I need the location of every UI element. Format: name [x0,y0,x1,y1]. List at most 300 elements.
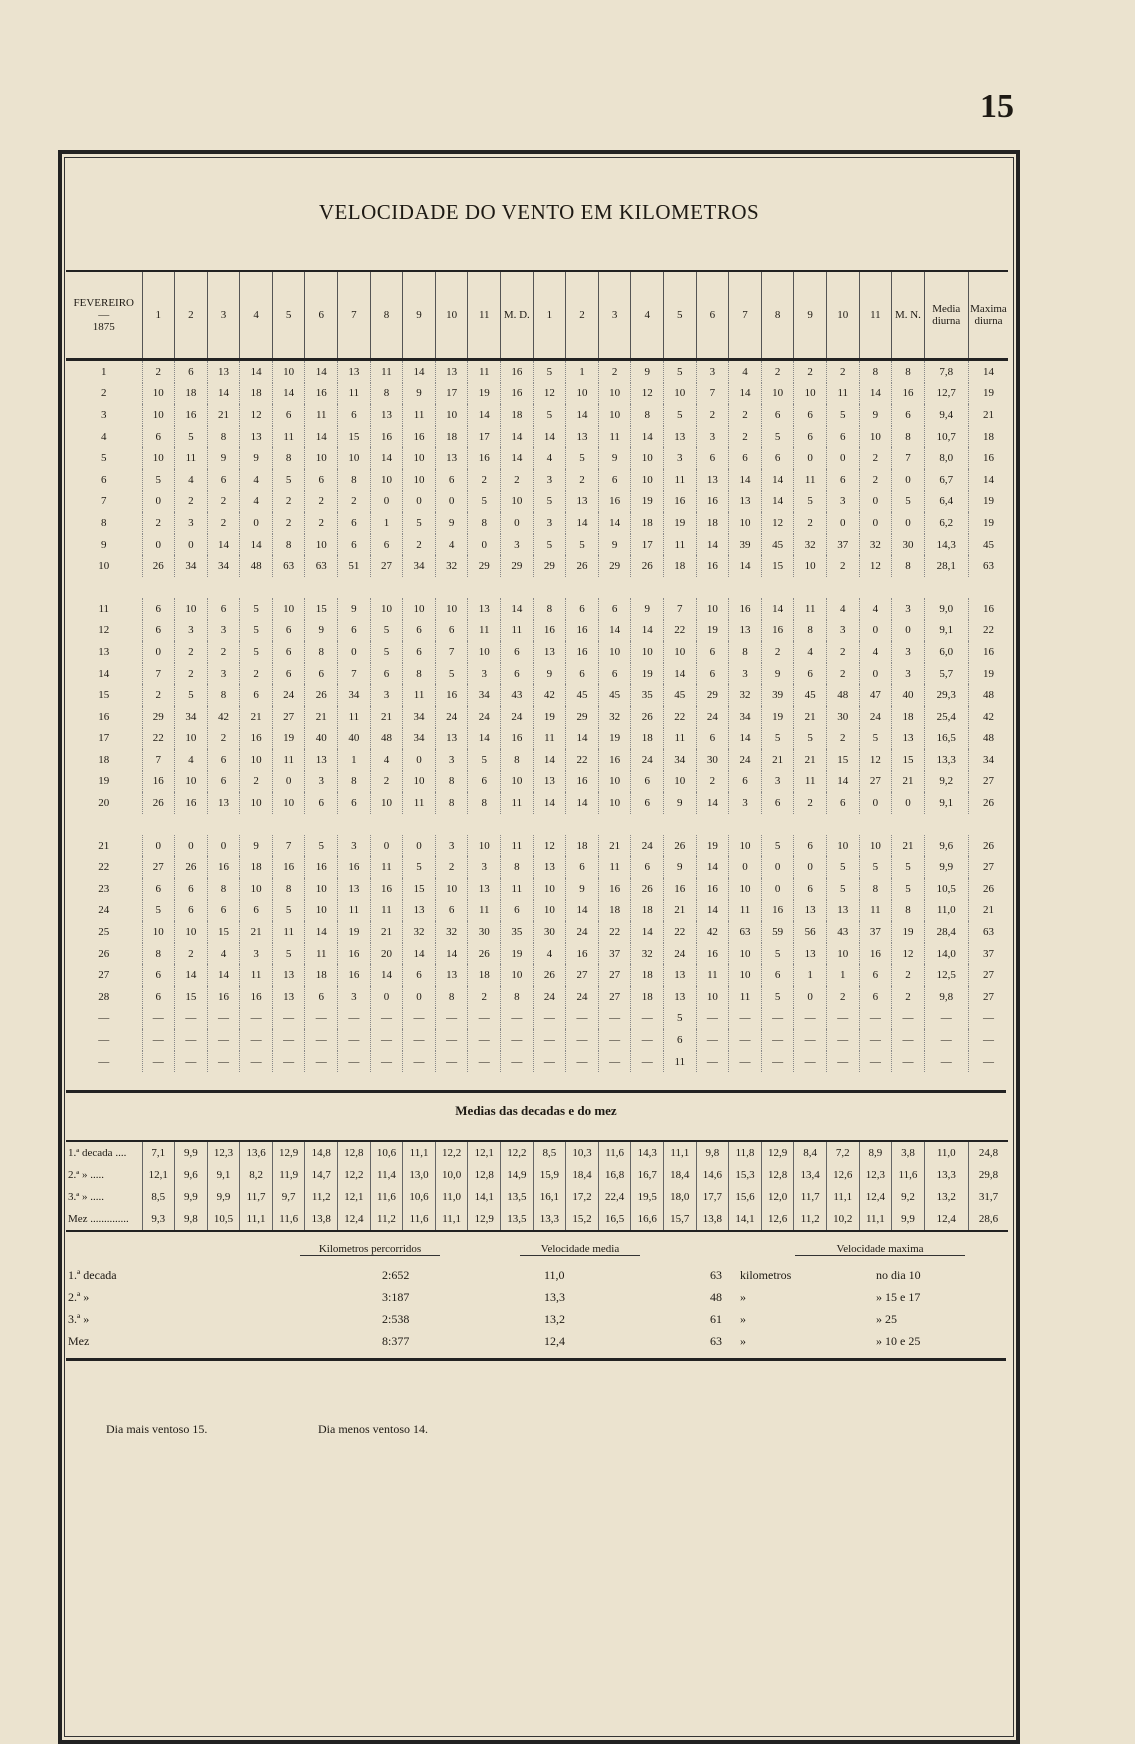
value-cell: 10 [175,728,208,750]
summary-label: 3.ª » [68,1312,90,1326]
value-cell: 11 [468,620,501,642]
value-cell: 6 [826,469,859,491]
value-cell: 0 [892,512,925,534]
value-cell: — [761,1029,794,1051]
value-cell: 5 [305,835,338,857]
value-cell: 27 [272,706,305,728]
value-cell: 10 [403,469,436,491]
value-cell: 10 [664,641,697,663]
value-cell: 19 [696,620,729,642]
value-cell: 14 [370,964,403,986]
summary-vel: 13,3 [544,1290,565,1304]
value-cell: 12 [761,512,794,534]
value-cell: 6 [305,986,338,1008]
value-cell: 3 [826,620,859,642]
value-cell: 26 [305,684,338,706]
value-cell: 13 [338,360,371,383]
value-cell: 10 [794,383,827,405]
summary-label: 2.ª » [68,1290,90,1304]
means-cell: 11,2 [370,1208,403,1231]
year-label: 1875 [92,321,115,334]
value-cell: 18 [968,426,1008,448]
month-dash: — [98,308,110,321]
value-cell: 6 [859,964,892,986]
value-cell: — [696,1029,729,1051]
means-cell: 11,6 [403,1208,436,1231]
value-cell: 26 [968,792,1008,814]
value-cell: 13 [370,404,403,426]
value-cell: 2 [338,491,371,513]
value-cell: 5,7 [924,663,968,685]
summary-vel: 11,0 [544,1268,565,1282]
table-row [66,491,1008,513]
value-cell: 2 [370,771,403,793]
value-cell: 29 [501,555,534,577]
means-row [66,1186,1008,1208]
value-cell: 9 [435,512,468,534]
value-cell: — [968,1051,1008,1073]
value-cell: 15 [403,878,436,900]
means-cell: 11,2 [794,1208,827,1231]
means-cell: 9,7 [272,1186,305,1208]
value-cell: — [338,1008,371,1030]
value-cell: — [631,1029,664,1051]
value-cell: 11 [175,447,208,469]
value-cell: 10 [305,900,338,922]
value-cell: — [370,1029,403,1051]
value-cell: 10 [240,749,273,771]
value-cell: 5 [794,728,827,750]
value-cell: 5 [826,856,859,878]
value-cell: 24 [859,706,892,728]
value-cell: 11 [501,878,534,900]
value-cell: 6 [501,900,534,922]
value-cell: 15 [175,986,208,1008]
value-cell: 8 [892,426,925,448]
value-cell: 21 [240,921,273,943]
value-cell: 40 [305,728,338,750]
summary-header-km: Kilometros percorridos [300,1243,440,1256]
value-cell: 11 [370,856,403,878]
value-cell: 4 [175,469,208,491]
value-cell: — [435,1008,468,1030]
value-cell: 8 [207,878,240,900]
means-cell: 14,6 [696,1164,729,1186]
value-cell: 4 [240,491,273,513]
value-cell: 10 [338,447,371,469]
value-cell: 11 [403,684,436,706]
value-cell: 12 [859,749,892,771]
day-cell: 14 [98,667,110,680]
value-cell: 14 [468,728,501,750]
value-cell: 13 [240,426,273,448]
value-cell: 7 [272,835,305,857]
hour-header: 9 [403,271,436,360]
value-cell: 10 [598,404,631,426]
value-cell: 37 [968,943,1008,965]
value-cell: 34 [729,706,762,728]
value-cell: 9,1 [924,792,968,814]
value-cell: 6 [207,469,240,491]
value-cell: 59 [761,921,794,943]
value-cell: 5 [892,878,925,900]
value-cell: — [272,1029,305,1051]
value-cell: 16 [207,856,240,878]
value-cell: 24 [664,943,697,965]
value-cell: 16 [566,771,599,793]
value-cell: 15 [338,426,371,448]
value-cell: 19 [468,383,501,405]
value-cell: 2 [468,986,501,1008]
value-cell: 26 [631,555,664,577]
value-cell: — [175,1029,208,1051]
value-cell: 14 [533,792,566,814]
value-cell: 4 [175,749,208,771]
value-cell: 6 [240,684,273,706]
value-cell: 14 [175,964,208,986]
day-cell: 9 [101,538,107,551]
value-cell: 27 [142,856,175,878]
value-cell: 13 [826,900,859,922]
value-cell: 6 [598,663,631,685]
means-label: 2.ª » ..... [68,1169,105,1181]
means-cell: 12,1 [338,1186,371,1208]
value-cell: 10 [501,491,534,513]
value-cell: 0 [761,856,794,878]
value-cell: 14 [272,383,305,405]
value-cell: 0 [435,491,468,513]
value-cell: 11 [305,404,338,426]
value-cell: 8 [892,900,925,922]
value-cell: 19 [968,383,1008,405]
means-cell: 11,1 [664,1141,697,1164]
value-cell: 26 [664,835,697,857]
value-cell: 6 [761,964,794,986]
month-label: FEVEREIRO [73,296,134,309]
value-cell: 30 [696,749,729,771]
value-cell: 8 [501,986,534,1008]
means-cell: 18,4 [664,1164,697,1186]
value-cell: 6 [696,641,729,663]
value-cell: 6 [403,964,436,986]
value-cell: 14 [761,598,794,620]
means-cell: 24,8 [968,1141,1008,1164]
value-cell: 9 [240,835,273,857]
value-cell: — [533,1008,566,1030]
value-cell: 13 [664,964,697,986]
summary-max: 63 [710,1334,722,1348]
summary-vel: 13,2 [544,1312,565,1326]
day-cell: 18 [98,753,110,766]
value-cell: 13 [533,641,566,663]
means-cell: 22,4 [598,1186,631,1208]
value-cell: 2 [142,360,175,383]
medias-title: Medias das decadas e do mez [66,1090,1006,1119]
means-cell: 11,1 [435,1208,468,1231]
value-cell: — [892,1008,925,1030]
value-cell: 10 [566,383,599,405]
value-cell: 2 [207,491,240,513]
value-cell: 0 [403,986,436,1008]
value-cell: 3 [892,663,925,685]
value-cell: 10 [664,771,697,793]
means-cell: 10,0 [435,1164,468,1186]
value-cell: 16 [566,620,599,642]
value-cell: 2 [305,512,338,534]
value-cell: 3 [826,491,859,513]
most-windy-day: Dia mais ventoso 15. [106,1422,208,1436]
value-cell: 2 [696,771,729,793]
value-cell: 9 [664,856,697,878]
value-cell: 34 [664,749,697,771]
table-row [66,360,1008,383]
day-cell: 2 [101,387,107,400]
value-cell: 13 [305,749,338,771]
table-row [66,555,1008,577]
value-cell: 8 [794,620,827,642]
value-cell: 10 [729,964,762,986]
means-cell: 12,4 [924,1208,968,1231]
decade-gap [66,577,1008,598]
value-cell: 6 [794,426,827,448]
value-cell: 14 [501,426,534,448]
hour-header: 9 [794,271,827,360]
value-cell: 18 [598,900,631,922]
value-cell: 18 [696,512,729,534]
value-cell: 14 [207,383,240,405]
value-cell: 11 [664,728,697,750]
summary-max: 61 [710,1312,722,1326]
means-cell: 12,2 [338,1164,371,1186]
value-cell: 11 [598,426,631,448]
value-cell: 27 [598,964,631,986]
value-cell: 24 [696,706,729,728]
means-cell: 11,7 [794,1186,827,1208]
value-cell: 2 [175,943,208,965]
value-cell: 14 [240,534,273,556]
value-cell: 27 [598,986,631,1008]
value-cell: 8 [729,641,762,663]
value-cell: 7 [696,383,729,405]
value-cell: 2 [175,663,208,685]
value-cell: 5 [761,943,794,965]
value-cell: 24 [468,706,501,728]
value-cell: 39 [729,534,762,556]
value-cell: — [468,1029,501,1051]
value-cell: 5 [664,360,697,383]
value-cell: 6 [859,986,892,1008]
value-cell: 18 [566,835,599,857]
means-cell: 12,6 [761,1208,794,1231]
value-cell: 1 [794,964,827,986]
means-cell: 9,6 [175,1164,208,1186]
value-cell: 18 [435,426,468,448]
wind-velocity-table [66,270,1006,1072]
value-cell: 11 [338,383,371,405]
value-cell: — [859,1051,892,1073]
value-cell: 10 [631,469,664,491]
value-cell: 14 [859,383,892,405]
value-cell: 6 [370,663,403,685]
value-cell: 13 [566,426,599,448]
value-cell: 9,1 [924,620,968,642]
value-cell: 27 [968,856,1008,878]
value-cell: — [370,1051,403,1073]
means-cell: 15,3 [729,1164,762,1186]
value-cell: 14 [566,900,599,922]
value-cell: 6 [142,878,175,900]
value-cell: 14 [696,856,729,878]
value-cell: 16 [501,360,534,383]
value-cell: 5 [859,856,892,878]
value-cell: 14 [533,749,566,771]
table-row [66,641,1008,663]
day-cell: 24 [98,904,110,917]
value-cell: 10 [664,383,697,405]
summary-when: » 15 e 17 [876,1290,921,1304]
means-cell: 9,9 [207,1186,240,1208]
value-cell: 2 [761,360,794,383]
value-cell: 6 [892,404,925,426]
value-cell: — [598,1008,631,1030]
value-cell: 16 [598,491,631,513]
value-cell: 8 [892,555,925,577]
value-cell: 6 [794,835,827,857]
value-cell: 6 [761,404,794,426]
value-cell: 8 [305,641,338,663]
value-cell: 16 [729,598,762,620]
hour-header: 10 [435,271,468,360]
value-cell: 10 [435,878,468,900]
value-cell: — [696,1051,729,1073]
value-cell: 26 [468,943,501,965]
value-cell: 16 [761,620,794,642]
summary-when: no dia 10 [876,1268,921,1282]
value-cell: 63 [272,555,305,577]
value-cell: — [207,1051,240,1073]
value-cell: 11 [272,426,305,448]
value-cell: 29 [468,555,501,577]
value-cell: 26 [142,555,175,577]
value-cell: — [761,1051,794,1073]
value-cell: 11 [794,771,827,793]
value-cell: 13 [207,360,240,383]
day-cell: 6 [101,473,107,486]
value-cell: 2 [501,469,534,491]
value-cell: 16 [338,856,371,878]
summary-row [66,1334,1006,1356]
value-cell: — [240,1051,273,1073]
value-cell: 8 [370,383,403,405]
summary-row [66,1312,1006,1334]
means-cell: 13,3 [924,1164,968,1186]
means-cell: 11,6 [598,1141,631,1164]
value-cell: 5 [468,749,501,771]
means-cell: 12,8 [761,1164,794,1186]
value-cell: 8 [142,943,175,965]
value-cell: 19 [968,512,1008,534]
value-cell: 16 [468,447,501,469]
value-cell: 16 [338,943,371,965]
value-cell: 14 [240,360,273,383]
value-cell: 10 [598,383,631,405]
day-cell: 17 [98,732,110,745]
table-row [66,598,1008,620]
value-cell: 6 [142,620,175,642]
summary-block [66,1268,1006,1356]
value-cell: 11 [598,856,631,878]
means-label: 3.ª » ..... [68,1191,105,1203]
value-cell: 5 [272,900,305,922]
value-cell: — [761,1008,794,1030]
value-cell: 2 [761,641,794,663]
value-cell: 2 [403,534,436,556]
value-cell: 6 [142,964,175,986]
value-cell: 5 [533,491,566,513]
means-cell: 17,2 [566,1186,599,1208]
value-cell: 6 [435,900,468,922]
value-cell: 14 [729,555,762,577]
value-cell: 6 [664,1029,697,1051]
value-cell: 26 [142,792,175,814]
maxima-header: Maxima diurna [968,271,1008,360]
value-cell: 5 [175,684,208,706]
value-cell: 8 [435,986,468,1008]
value-cell: 32 [859,534,892,556]
value-cell: 26 [175,856,208,878]
value-cell: 11 [468,360,501,383]
value-cell: 32 [794,534,827,556]
value-cell: 13 [338,878,371,900]
means-cell: 12,3 [859,1164,892,1186]
value-cell: 21 [892,835,925,857]
value-cell: 2 [892,964,925,986]
means-cell: 9,1 [207,1164,240,1186]
value-cell: — [272,1051,305,1073]
value-cell: — [175,1051,208,1073]
means-cell: 8,2 [240,1164,273,1186]
value-cell: 6 [729,771,762,793]
means-cell: 12,6 [826,1164,859,1186]
value-cell: 45 [794,684,827,706]
value-cell: 14 [566,728,599,750]
value-cell: 13 [403,900,436,922]
value-cell: 2 [826,663,859,685]
value-cell: 8 [859,878,892,900]
day-cell: 16 [98,710,110,723]
value-cell: — [892,1029,925,1051]
value-cell: 19 [696,835,729,857]
value-cell: 0 [272,771,305,793]
means-cell: 9,8 [696,1141,729,1164]
value-cell: 30 [892,534,925,556]
decade-means-table [66,1140,1006,1232]
value-cell: 8 [501,856,534,878]
day-cell: — [98,1055,110,1068]
value-cell: 10 [142,383,175,405]
value-cell: 2 [142,684,175,706]
means-cell: 7,1 [142,1141,175,1164]
value-cell: 21 [370,706,403,728]
value-cell: 14 [729,728,762,750]
value-cell: 51 [338,555,371,577]
value-cell: 11 [240,964,273,986]
value-cell: 21 [240,706,273,728]
value-cell: 10 [501,771,534,793]
value-cell: — [566,1051,599,1073]
value-cell: 24 [566,921,599,943]
value-cell: 5 [370,620,403,642]
